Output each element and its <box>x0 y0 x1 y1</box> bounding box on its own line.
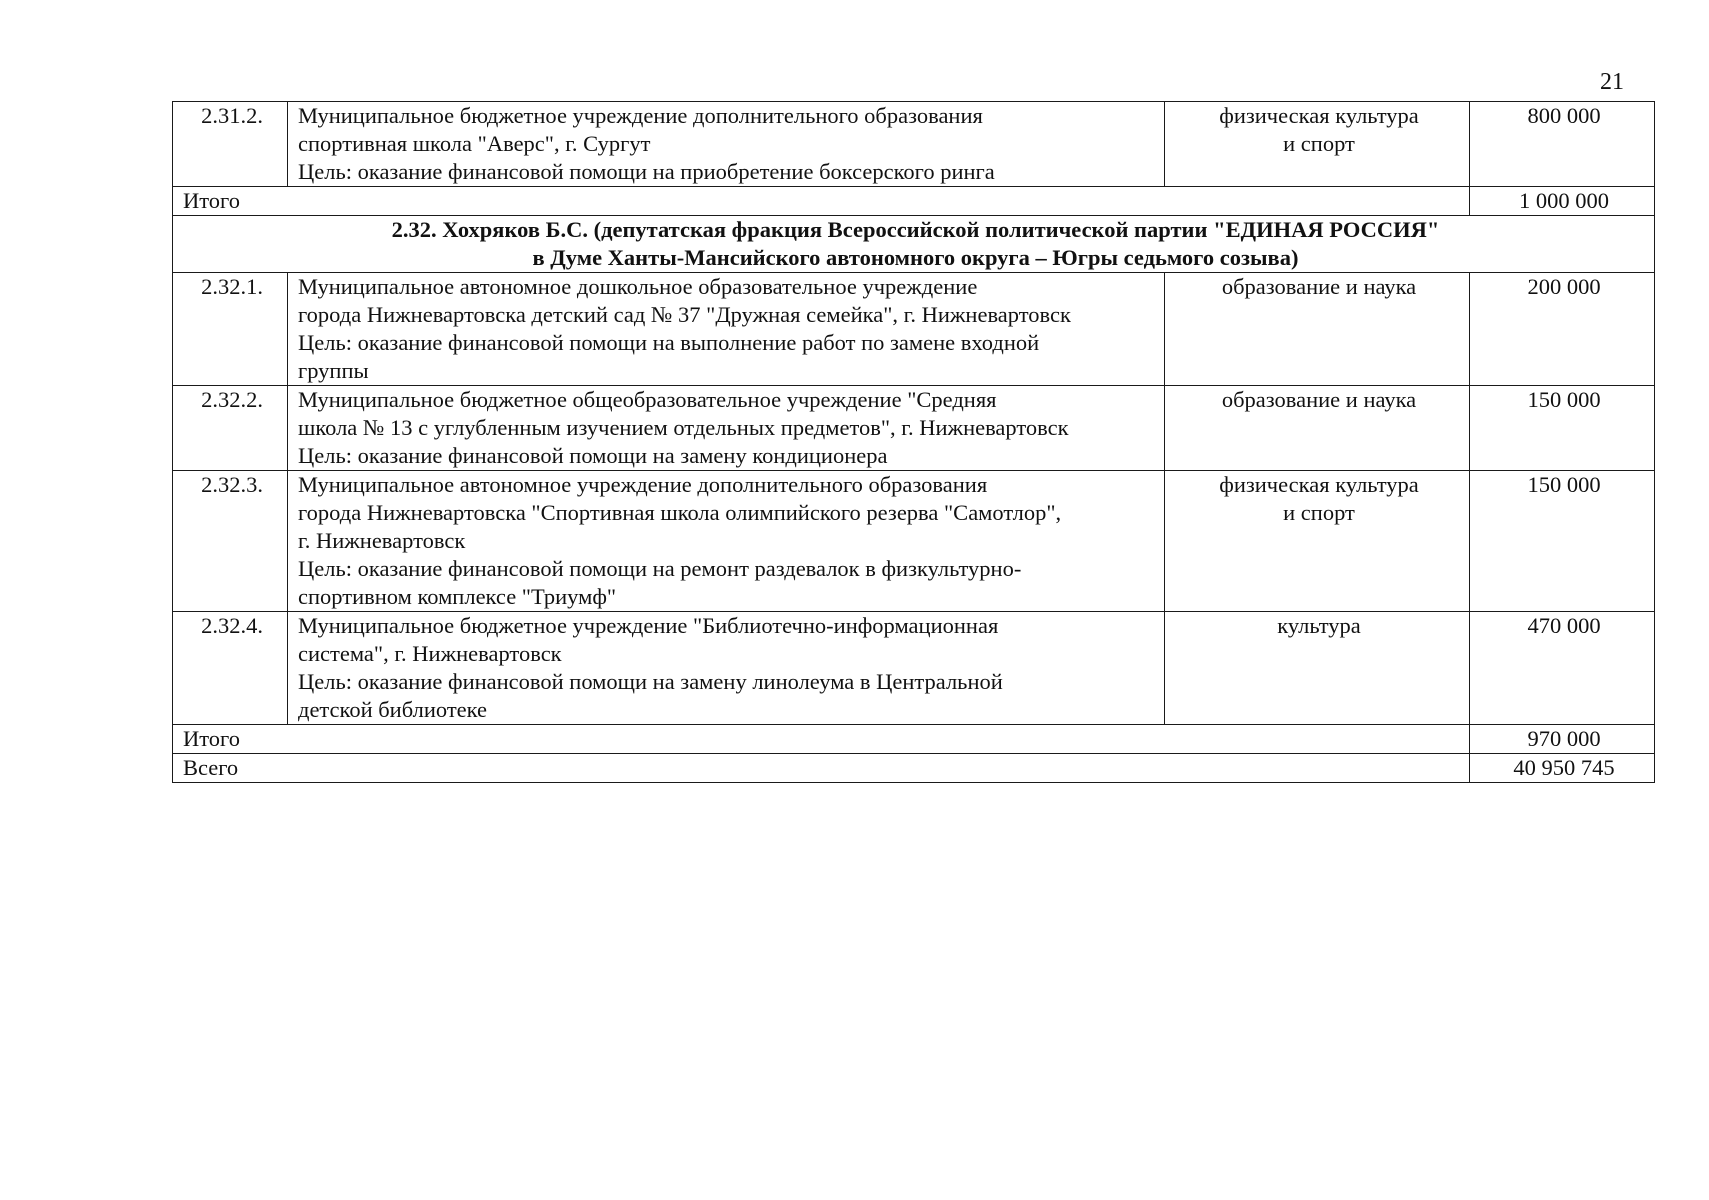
description-line: детской библиотеке <box>298 697 488 722</box>
section-title-line: в Думе Ханты-Мансийского автономного округа – Югры седьмого созыва) <box>532 245 1299 270</box>
description-line: Цель: оказание финансовой помощи на ремонт раздевалок в физкультурно- <box>298 556 1022 581</box>
table-row <box>173 471 1655 612</box>
category-line: культура <box>1277 613 1361 638</box>
row-number: 2.32.3. <box>173 471 288 612</box>
subtotal-row <box>173 725 1655 754</box>
description-line: Цель: оказание финансовой помощи на замену кондиционера <box>298 443 888 468</box>
row-number: 2.32.1. <box>173 273 288 386</box>
subtotal-amount: 970 000 <box>1470 725 1655 754</box>
grand-total-row <box>173 754 1655 783</box>
amount: 150 000 <box>1470 471 1655 612</box>
section-title <box>173 216 1655 273</box>
description-line: Муниципальное бюджетное учреждение "Библиотечно-информационная <box>298 613 999 638</box>
category-line: образование и наука <box>1221 387 1417 412</box>
description-line: г. Нижневартовск <box>298 528 466 553</box>
recipient-description <box>288 102 1165 187</box>
description-line: города Нижневартовска детский сад № 37 "Дружная семейка", г. Нижневартовск <box>298 302 1071 327</box>
description-line: Муниципальное автономное дошкольное образовательное учреждение <box>298 274 978 299</box>
description-line: города Нижневартовска "Спортивная школа олимпийского резерва "Самотлор", <box>298 500 1062 525</box>
page-number: 21 <box>1600 69 1624 95</box>
recipient-description <box>288 273 1165 386</box>
subtotal-row <box>173 187 1655 216</box>
category-line: физическая культура <box>1219 103 1419 128</box>
subtotal-label: Итого <box>173 187 1470 216</box>
category-line: и спорт <box>1283 500 1355 525</box>
row-number: 2.31.2. <box>173 102 288 187</box>
amount: 800 000 <box>1470 102 1655 187</box>
recipient-description <box>288 471 1165 612</box>
funding-table <box>172 101 1655 783</box>
description-line: Муниципальное бюджетное общеобразовательное учреждение "Средняя <box>298 387 997 412</box>
recipient-description <box>288 612 1165 725</box>
row-number: 2.32.2. <box>173 386 288 471</box>
description-line: группы <box>298 358 369 383</box>
description-line: Цель: оказание финансовой помощи на выполнение работ по замене входной <box>298 330 1040 355</box>
subtotal-label: Итого <box>173 725 1470 754</box>
description-line: система", г. Нижневартовск <box>298 641 562 666</box>
amount: 200 000 <box>1470 273 1655 386</box>
subtotal-amount: 1 000 000 <box>1470 187 1655 216</box>
row-number: 2.32.4. <box>173 612 288 725</box>
category-line: и спорт <box>1283 131 1355 156</box>
amount: 470 000 <box>1470 612 1655 725</box>
grand-total-label: Всего <box>173 754 1470 783</box>
description-line: спортивная школа "Аверс", г. Сургут <box>298 131 651 156</box>
section-title-line: 2.32. Хохряков Б.С. (депутатская фракция Всероссийской политической партии "ЕДИНАЯ РОССИЯ" <box>391 217 1440 242</box>
description-line: Цель: оказание финансовой помощи на приобретение боксерского ринга <box>298 159 995 184</box>
description-line: школа № 13 с углубленным изучением отдельных предметов", г. Нижневартовск <box>298 415 1069 440</box>
category <box>1165 102 1470 187</box>
category <box>1165 612 1470 725</box>
amount: 150 000 <box>1470 386 1655 471</box>
description-line: Цель: оказание финансовой помощи на замену линолеума в Центральной <box>298 669 1003 694</box>
table-row <box>173 612 1655 725</box>
category <box>1165 386 1470 471</box>
table-row <box>173 386 1655 471</box>
category <box>1165 273 1470 386</box>
description-line: спортивном комплексе "Триумф" <box>298 584 617 609</box>
description-line: Муниципальное автономное учреждение дополнительного образования <box>298 472 988 497</box>
description-line: Муниципальное бюджетное учреждение дополнительного образования <box>298 103 983 128</box>
section-header-row <box>173 216 1655 273</box>
category-line: физическая культура <box>1219 472 1419 497</box>
table-row <box>173 102 1655 187</box>
category-line: образование и наука <box>1221 274 1417 299</box>
category <box>1165 471 1470 612</box>
table-row <box>173 273 1655 386</box>
grand-total-amount: 40 950 745 <box>1470 754 1655 783</box>
recipient-description <box>288 386 1165 471</box>
